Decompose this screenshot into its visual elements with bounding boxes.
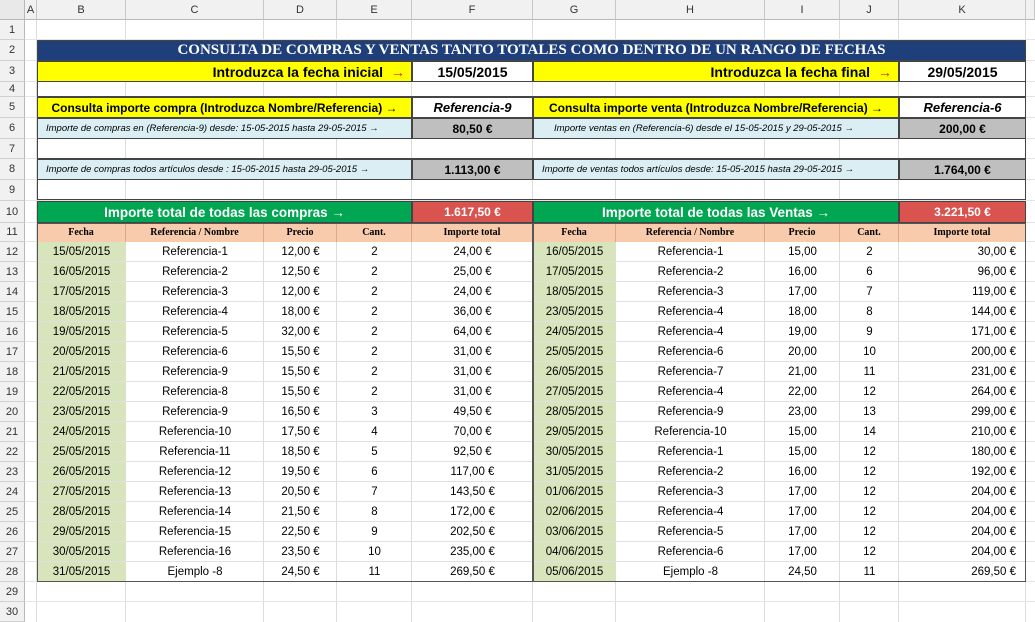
compras-cell[interactable]: Referencia-9: [126, 362, 264, 382]
ventas-cell[interactable]: 21,00: [765, 362, 840, 382]
row-header-12[interactable]: 12: [0, 242, 25, 262]
ventas-cell[interactable]: 12: [840, 382, 899, 402]
ventas-cell[interactable]: Referencia-10: [616, 422, 765, 442]
row-header-22[interactable]: 22: [0, 442, 25, 462]
row-header-5[interactable]: 5: [0, 97, 25, 118]
compras-cell[interactable]: Referencia-12: [126, 462, 264, 482]
column-header-c[interactable]: C: [126, 0, 264, 20]
compras-cell[interactable]: 70,00 €: [412, 422, 533, 442]
ventas-fecha-cell[interactable]: 01/06/2015: [533, 482, 616, 502]
separator-row-4: [37, 82, 1026, 97]
total-compras-value[interactable]: 1.617,50 €: [412, 201, 533, 223]
compras-cell[interactable]: 202,50 €: [412, 522, 533, 542]
ventas-cell[interactable]: 11: [840, 562, 899, 582]
ventas-fecha-cell[interactable]: 02/06/2015: [533, 502, 616, 522]
ventas-cell[interactable]: 269,50 €: [899, 562, 1026, 582]
row-header-28[interactable]: 28: [0, 562, 25, 582]
compras-header-4[interactable]: Importe total: [412, 223, 533, 242]
compras-cell[interactable]: Referencia-10: [126, 422, 264, 442]
compras-fecha-cell[interactable]: 28/05/2015: [37, 502, 126, 522]
column-header-h[interactable]: H: [616, 0, 765, 20]
compras-fecha-cell[interactable]: 27/05/2015: [37, 482, 126, 502]
compras-cell[interactable]: 25,00 €: [412, 262, 533, 282]
consulta-compra-input[interactable]: Referencia-9: [412, 97, 533, 118]
ventas-cell[interactable]: 6: [840, 262, 899, 282]
row-header-8[interactable]: 8: [0, 159, 25, 180]
select-all-corner[interactable]: [0, 0, 25, 20]
compras-cell[interactable]: 117,00 €: [412, 462, 533, 482]
row-header-18[interactable]: 18: [0, 362, 25, 382]
row-header-11[interactable]: 11: [0, 223, 25, 242]
compras-cell[interactable]: 2: [337, 362, 412, 382]
column-header-d[interactable]: D: [264, 0, 337, 20]
compras-cell[interactable]: 269,50 €: [412, 562, 533, 582]
compras-cell[interactable]: 31,00 €: [412, 362, 533, 382]
ventas-todos-text[interactable]: Importe de ventas todos artículos desde: 15-05-2015 hasta 29-05-2015 →: [533, 159, 899, 180]
compras-cell[interactable]: 9: [337, 522, 412, 542]
ventas-cell[interactable]: 119,00 €: [899, 282, 1026, 302]
ventas-cell[interactable]: Referencia-1: [616, 442, 765, 462]
ventas-cell[interactable]: 171,00 €: [899, 322, 1026, 342]
ventas-todos-value[interactable]: 1.764,00 €: [899, 159, 1026, 180]
row-header-6[interactable]: 6: [0, 118, 25, 139]
ventas-cell[interactable]: 96,00 €: [899, 262, 1026, 282]
ventas-cell[interactable]: 11: [840, 362, 899, 382]
ventas-fecha-cell[interactable]: 25/05/2015: [533, 342, 616, 362]
compras-fecha-cell[interactable]: 25/05/2015: [37, 442, 126, 462]
ventas-cell[interactable]: Referencia-5: [616, 522, 765, 542]
compras-cell[interactable]: 92,50 €: [412, 442, 533, 462]
ventas-cell[interactable]: Referencia-2: [616, 462, 765, 482]
ventas-cell[interactable]: 299,00 €: [899, 402, 1026, 422]
column-header-f[interactable]: F: [412, 0, 533, 20]
compras-cell[interactable]: 18,00 €: [264, 302, 337, 322]
ventas-cell[interactable]: 264,00 €: [899, 382, 1026, 402]
compras-cell[interactable]: 7: [337, 482, 412, 502]
ventas-fecha-cell[interactable]: 30/05/2015: [533, 442, 616, 462]
ventas-cell[interactable]: 30,00 €: [899, 242, 1026, 262]
compras-fecha-cell[interactable]: 17/05/2015: [37, 282, 126, 302]
compras-cell[interactable]: 16,50 €: [264, 402, 337, 422]
compras-cell[interactable]: 172,00 €: [412, 502, 533, 522]
sheet-title[interactable]: CONSULTA DE COMPRAS Y VENTAS TANTO TOTALES COMO DENTRO DE UN RANGO DE FECHAS: [37, 40, 1026, 61]
compras-fecha-cell[interactable]: 26/05/2015: [37, 462, 126, 482]
separator-row-7: [37, 139, 1026, 159]
compras-cell[interactable]: Referencia-9: [126, 402, 264, 422]
consulta-venta-label[interactable]: Consulta importe venta (Introduzca Nombre/Referencia) →: [533, 97, 899, 118]
compras-cell[interactable]: Referencia-15: [126, 522, 264, 542]
compras-cell[interactable]: Referencia-14: [126, 502, 264, 522]
compras-fecha-cell[interactable]: 21/05/2015: [37, 362, 126, 382]
ventas-cell[interactable]: 200,00 €: [899, 342, 1026, 362]
ventas-cell[interactable]: 12: [840, 542, 899, 562]
compras-fecha-cell[interactable]: 29/05/2015: [37, 522, 126, 542]
row-header-7[interactable]: 7: [0, 139, 25, 159]
compras-cell[interactable]: 31,00 €: [412, 342, 533, 362]
total-ventas-label[interactable]: Importe total de todas las Ventas →: [533, 201, 899, 223]
ventas-cell[interactable]: 204,00 €: [899, 522, 1026, 542]
column-header-a[interactable]: A: [25, 0, 37, 20]
compras-cell[interactable]: 2: [337, 282, 412, 302]
fecha-final-label-cell[interactable]: [533, 61, 899, 82]
ventas-cell[interactable]: 17,00: [765, 482, 840, 502]
ventas-cell[interactable]: 9: [840, 322, 899, 342]
fecha-inicial-label: Introduzca la fecha inicial: [212, 63, 383, 80]
ventas-cell[interactable]: 13: [840, 402, 899, 422]
compras-cell[interactable]: 20,50 €: [264, 482, 337, 502]
compras-cell[interactable]: 4: [337, 422, 412, 442]
compras-cell[interactable]: 19,50 €: [264, 462, 337, 482]
row-header-17[interactable]: 17: [0, 342, 25, 362]
compras-cell[interactable]: 2: [337, 262, 412, 282]
ventas-cell[interactable]: 20,00: [765, 342, 840, 362]
ventas-fecha-cell[interactable]: 28/05/2015: [533, 402, 616, 422]
ventas-header-1[interactable]: Referencia / Nombre: [616, 223, 765, 242]
column-header-e[interactable]: E: [337, 0, 412, 20]
compras-cell[interactable]: 5: [337, 442, 412, 462]
ventas-cell[interactable]: 231,00 €: [899, 362, 1026, 382]
ventas-cell[interactable]: Referencia-9: [616, 402, 765, 422]
ventas-cell[interactable]: 12: [840, 462, 899, 482]
ventas-fecha-cell[interactable]: 31/05/2015: [533, 462, 616, 482]
fecha-final-input[interactable]: 29/05/2015: [899, 61, 1026, 82]
compras-fecha-cell[interactable]: 19/05/2015: [37, 322, 126, 342]
column-header-g[interactable]: G: [533, 0, 616, 20]
ventas-cell[interactable]: Referencia-4: [616, 322, 765, 342]
ventas-fecha-cell[interactable]: 23/05/2015: [533, 302, 616, 322]
row-header-26[interactable]: 26: [0, 522, 25, 542]
compras-header-0[interactable]: Fecha: [37, 223, 126, 242]
ventas-cell[interactable]: 24,50: [765, 562, 840, 582]
ventas-cell[interactable]: 12: [840, 442, 899, 462]
compras-rango-text[interactable]: Importe de compras en (Referencia-9) desde: 15-05-2015 hasta 29-05-2015 →: [37, 118, 412, 139]
compras-cell[interactable]: 2: [337, 322, 412, 342]
compras-fecha-cell[interactable]: 30/05/2015: [37, 542, 126, 562]
ventas-fecha-cell[interactable]: 29/05/2015: [533, 422, 616, 442]
ventas-cell[interactable]: 7: [840, 282, 899, 302]
ventas-cell[interactable]: 144,00 €: [899, 302, 1026, 322]
compras-cell[interactable]: 143,50 €: [412, 482, 533, 502]
compras-todos-value[interactable]: 1.113,00 €: [412, 159, 533, 180]
ventas-header-4[interactable]: Importe total: [899, 223, 1026, 242]
ventas-cell[interactable]: Referencia-1: [616, 242, 765, 262]
compras-fecha-cell[interactable]: 18/05/2015: [37, 302, 126, 322]
column-header-k[interactable]: K: [899, 0, 1026, 20]
row-header-14[interactable]: 14: [0, 282, 25, 302]
compras-fecha-cell[interactable]: 24/05/2015: [37, 422, 126, 442]
gridline-horizontal: [25, 601, 1035, 602]
ventas-cell[interactable]: 17,00: [765, 502, 840, 522]
compras-cell[interactable]: Referencia-8: [126, 382, 264, 402]
fecha-inicial-label-cell[interactable]: [37, 61, 412, 82]
column-header-b[interactable]: B: [37, 0, 126, 20]
ventas-fecha-cell[interactable]: 26/05/2015: [533, 362, 616, 382]
row-header-1[interactable]: 1: [0, 20, 25, 40]
compras-fecha-cell[interactable]: 16/05/2015: [37, 262, 126, 282]
row-header-27[interactable]: 27: [0, 542, 25, 562]
compras-cell[interactable]: 64,00 €: [412, 322, 533, 342]
separator-row-9: [37, 180, 1026, 200]
compras-cell[interactable]: 36,00 €: [412, 302, 533, 322]
compras-header-3[interactable]: Cant.: [337, 223, 412, 242]
column-header-j[interactable]: J: [840, 0, 899, 20]
ventas-fecha-cell[interactable]: 27/05/2015: [533, 382, 616, 402]
compras-cell[interactable]: 12,00 €: [264, 242, 337, 262]
ventas-cell[interactable]: 15,00: [765, 442, 840, 462]
arrow-right-icon: →: [878, 63, 892, 80]
row-header-30[interactable]: 30: [0, 602, 25, 622]
ventas-cell[interactable]: 2: [840, 242, 899, 262]
fecha-inicial-input[interactable]: 15/05/2015: [412, 61, 533, 82]
compras-cell[interactable]: 22,50 €: [264, 522, 337, 542]
row-header-16[interactable]: 16: [0, 322, 25, 342]
ventas-cell[interactable]: Referencia-6: [616, 542, 765, 562]
ventas-cell[interactable]: 204,00 €: [899, 502, 1026, 522]
ventas-cell[interactable]: 15,00: [765, 422, 840, 442]
compras-cell[interactable]: 23,50 €: [264, 542, 337, 562]
compras-cell[interactable]: 2: [337, 242, 412, 262]
compras-cell[interactable]: 24,00 €: [412, 242, 533, 262]
ventas-cell[interactable]: 16,00: [765, 462, 840, 482]
ventas-cell[interactable]: 192,00 €: [899, 462, 1026, 482]
column-header-i[interactable]: I: [765, 0, 840, 20]
ventas-fecha-cell[interactable]: 05/06/2015: [533, 562, 616, 582]
compras-cell[interactable]: 18,50 €: [264, 442, 337, 462]
ventas-fecha-cell[interactable]: 16/05/2015: [533, 242, 616, 262]
compras-cell[interactable]: Referencia-13: [126, 482, 264, 502]
ventas-cell[interactable]: Referencia-3: [616, 482, 765, 502]
row-header-15[interactable]: 15: [0, 302, 25, 322]
ventas-cell[interactable]: Referencia-3: [616, 282, 765, 302]
compras-cell[interactable]: 8: [337, 502, 412, 522]
ventas-cell[interactable]: Referencia-4: [616, 502, 765, 522]
compras-todos-text[interactable]: Importe de compras todos artículos desde : 15-05-2015 hasta 29-05-2015 →: [37, 159, 412, 180]
compras-cell[interactable]: 2: [337, 342, 412, 362]
ventas-cell[interactable]: 17,00: [765, 522, 840, 542]
compras-cell[interactable]: 15,50 €: [264, 382, 337, 402]
ventas-header-2[interactable]: Precio: [765, 223, 840, 242]
compras-header-2[interactable]: Precio: [264, 223, 337, 242]
compras-header-1[interactable]: Referencia / Nombre: [126, 223, 264, 242]
ventas-cell[interactable]: Referencia-6: [616, 342, 765, 362]
row-header-9[interactable]: 9: [0, 180, 25, 201]
compras-cell[interactable]: 12,00 €: [264, 282, 337, 302]
ventas-cell[interactable]: 12: [840, 482, 899, 502]
compras-cell[interactable]: 11: [337, 562, 412, 582]
ventas-cell[interactable]: 23,00: [765, 402, 840, 422]
compras-fecha-cell[interactable]: 22/05/2015: [37, 382, 126, 402]
compras-cell[interactable]: Referencia-2: [126, 262, 264, 282]
compras-cell[interactable]: 15,50 €: [264, 362, 337, 382]
consulta-compra-label[interactable]: Consulta importe compra (Introduzca Nombre/Referencia) →: [37, 97, 412, 118]
ventas-cell[interactable]: 10: [840, 342, 899, 362]
compras-cell[interactable]: Referencia-11: [126, 442, 264, 462]
compras-fecha-cell[interactable]: 20/05/2015: [37, 342, 126, 362]
ventas-fecha-cell[interactable]: 04/06/2015: [533, 542, 616, 562]
ventas-cell[interactable]: 17,00: [765, 542, 840, 562]
ventas-cell[interactable]: 22,00: [765, 382, 840, 402]
row-header-21[interactable]: 21: [0, 422, 25, 442]
compras-cell[interactable]: Ejemplo -8: [126, 562, 264, 582]
compras-cell[interactable]: 17,50 €: [264, 422, 337, 442]
ventas-fecha-cell[interactable]: 03/06/2015: [533, 522, 616, 542]
row-header-3[interactable]: 3: [0, 61, 25, 82]
compras-cell[interactable]: 3: [337, 402, 412, 422]
arrow-right-icon: →: [391, 63, 405, 80]
compras-cell[interactable]: 235,00 €: [412, 542, 533, 562]
ventas-cell[interactable]: Referencia-4: [616, 302, 765, 322]
compras-cell[interactable]: 10: [337, 542, 412, 562]
row-header-24[interactable]: 24: [0, 482, 25, 502]
ventas-cell[interactable]: 180,00 €: [899, 442, 1026, 462]
compras-cell[interactable]: 21,50 €: [264, 502, 337, 522]
row-header-25[interactable]: 25: [0, 502, 25, 522]
ventas-cell[interactable]: 17,00: [765, 282, 840, 302]
row-header-20[interactable]: 20: [0, 402, 25, 422]
ventas-rango-value[interactable]: 200,00 €: [899, 118, 1026, 139]
row-header-13[interactable]: 13: [0, 262, 25, 282]
ventas-cell[interactable]: 19,00: [765, 322, 840, 342]
row-header-4[interactable]: 4: [0, 82, 25, 97]
total-ventas-value[interactable]: 3.221,50 €: [899, 201, 1026, 223]
ventas-cell[interactable]: Referencia-2: [616, 262, 765, 282]
compras-cell[interactable]: Referencia-3: [126, 282, 264, 302]
compras-cell[interactable]: 31,00 €: [412, 382, 533, 402]
ventas-cell[interactable]: 210,00 €: [899, 422, 1026, 442]
compras-fecha-cell[interactable]: 15/05/2015: [37, 242, 126, 262]
ventas-cell[interactable]: 204,00 €: [899, 482, 1026, 502]
compras-cell[interactable]: Referencia-4: [126, 302, 264, 322]
compras-cell[interactable]: 2: [337, 302, 412, 322]
row-header-19[interactable]: 19: [0, 382, 25, 402]
compras-rango-value[interactable]: 80,50 €: [412, 118, 533, 139]
ventas-fecha-cell[interactable]: 24/05/2015: [533, 322, 616, 342]
row-header-29[interactable]: 29: [0, 582, 25, 602]
ventas-cell[interactable]: 16,00: [765, 262, 840, 282]
row-header-2[interactable]: 2: [0, 40, 25, 61]
ventas-cell[interactable]: 14: [840, 422, 899, 442]
ventas-fecha-cell[interactable]: 17/05/2015: [533, 262, 616, 282]
compras-cell[interactable]: 12,50 €: [264, 262, 337, 282]
ventas-fecha-cell[interactable]: 18/05/2015: [533, 282, 616, 302]
ventas-cell[interactable]: 15,00: [765, 242, 840, 262]
row-header-10[interactable]: 10: [0, 201, 25, 223]
ventas-cell[interactable]: Ejemplo -8: [616, 562, 765, 582]
total-compras-label[interactable]: Importe total de todas las compras →: [37, 201, 412, 223]
fecha-final-label: Introduzca la fecha final: [710, 63, 870, 80]
ventas-cell[interactable]: 12: [840, 522, 899, 542]
row-header-23[interactable]: 23: [0, 462, 25, 482]
compras-cell[interactable]: 15,50 €: [264, 342, 337, 362]
ventas-cell[interactable]: Referencia-4: [616, 382, 765, 402]
consulta-venta-input[interactable]: Referencia-6: [899, 97, 1026, 118]
compras-cell[interactable]: 6: [337, 462, 412, 482]
column-header-overflow: [1026, 0, 1035, 20]
compras-cell[interactable]: 24,00 €: [412, 282, 533, 302]
ventas-cell[interactable]: Referencia-7: [616, 362, 765, 382]
ventas-header-0[interactable]: Fecha: [533, 223, 616, 242]
ventas-cell[interactable]: 18,00: [765, 302, 840, 322]
ventas-cell[interactable]: 8: [840, 302, 899, 322]
compras-cell[interactable]: 49,50 €: [412, 402, 533, 422]
compras-cell[interactable]: Referencia-1: [126, 242, 264, 262]
ventas-cell[interactable]: 204,00 €: [899, 542, 1026, 562]
compras-cell[interactable]: Referencia-16: [126, 542, 264, 562]
ventas-header-3[interactable]: Cant.: [840, 223, 899, 242]
compras-fecha-cell[interactable]: 31/05/2015: [37, 562, 126, 582]
compras-cell[interactable]: 32,00 €: [264, 322, 337, 342]
compras-cell[interactable]: Referencia-6: [126, 342, 264, 362]
ventas-cell[interactable]: 12: [840, 502, 899, 522]
compras-cell[interactable]: Referencia-5: [126, 322, 264, 342]
ventas-rango-text[interactable]: Importe ventas en (Referencia-6) desde el 15-05-2015 y 29-05-2015 →: [533, 118, 899, 139]
compras-cell[interactable]: 24,50 €: [264, 562, 337, 582]
compras-cell[interactable]: 2: [337, 382, 412, 402]
compras-fecha-cell[interactable]: 23/05/2015: [37, 402, 126, 422]
